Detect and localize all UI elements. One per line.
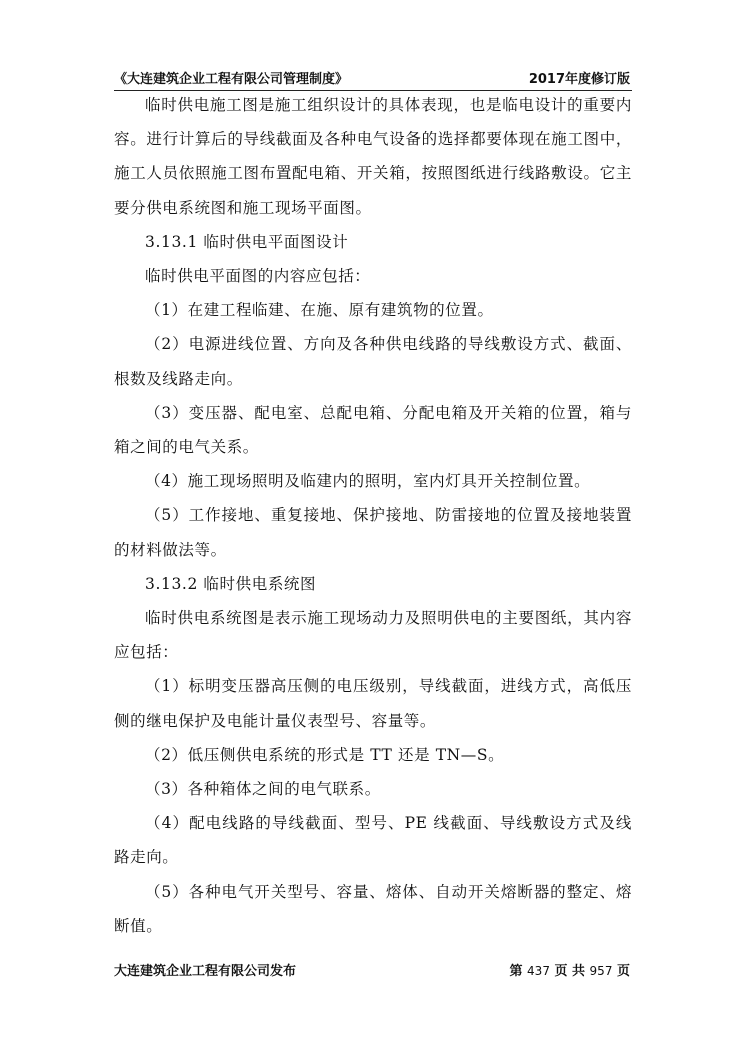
- paragraph-system-contents: 临时供电系统图是表示施工现场动力及照明供电的主要图纸，其内容应包括：: [114, 609, 632, 662]
- list-item-system-3: （3）各种箱体之间的电气联系。: [145, 780, 381, 799]
- section-heading-3-13-1: 3.13.1 临时供电平面图设计: [145, 232, 349, 251]
- paragraph-intro: 临时供电施工图是施工组织设计的具体表现，也是临电设计的重要内容。进行计算后的导线截面及各种电气设备的选择都要体现在施工图中，施工人员依照施工图布置配电箱、开关箱，按照图纸进行线路敷设。它主要分供电系统图和施工现场平面图。: [114, 96, 632, 217]
- list-item-system-2: （2）低压侧供电系统的形式是 TT 还是 TN—S。: [145, 745, 505, 764]
- list-item-system-5: （5）各种电气开关型号、容量、熔体、自动开关熔断器的整定、熔断值。: [114, 882, 632, 935]
- header-edition: 2017年度修订版: [528, 72, 630, 87]
- page-current: 437: [527, 964, 550, 978]
- header-title: 《大连建筑企业工程有限公司管理制度》: [114, 72, 349, 87]
- document-body: [114, 88, 632, 943]
- section-heading-3-13-2: 3.13.2 临时供电系统图: [145, 574, 317, 593]
- list-item-system-4: （4）配电线路的导线截面、型号、PE 线截面、导线敷设方式及线路走向。: [114, 814, 632, 867]
- page-suffix: 页: [616, 964, 630, 979]
- list-item-plan-4: （4）施工现场照明及临建内的照明，室内灯具开关控制位置。: [145, 472, 591, 491]
- list-item-plan-2: （2）电源进线位置、方向及各种供电线路的导线敷设方式、截面、根数及线路走向。: [114, 335, 632, 388]
- page-middle: 页 共: [554, 964, 586, 979]
- paragraph-plan-contents: 临时供电平面图的内容应包括：: [145, 267, 371, 286]
- list-item-plan-3: （3）变压器、配电室、总配电箱、分配电箱及开关箱的位置，箱与箱之间的电气关系。: [114, 403, 632, 457]
- page-prefix: 第: [509, 964, 523, 979]
- list-item-plan-5: （5）工作接地、重复接地、保护接地、防雷接地的位置及接地装置的材料做法等。: [114, 506, 632, 559]
- page-number: [510, 960, 631, 979]
- page-footer: [114, 960, 632, 982]
- footer-publisher: 大连建筑企业工程有限公司发布: [114, 964, 297, 979]
- page-total: 957: [589, 964, 613, 978]
- list-item-plan-1: （1）在建工程临建、在施、原有建筑物的位置。: [145, 301, 494, 320]
- list-item-system-1: （1）标明变压器高压侧的电压级别，导线截面，进线方式，高低压侧的继电保护及电能计量仪表型号、容量等。: [114, 677, 632, 730]
